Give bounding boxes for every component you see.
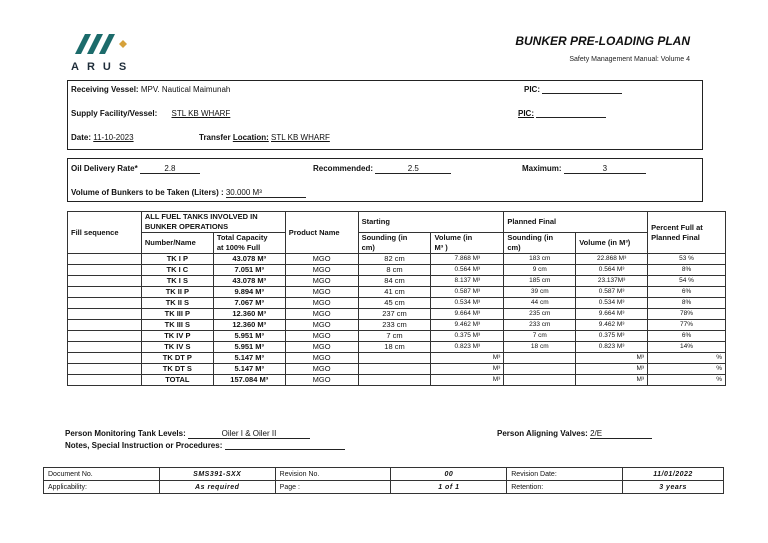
oil-rate-value: 2.8 xyxy=(140,164,200,174)
volume-start-cell: 0.534 M³ xyxy=(431,298,504,309)
maximum-row xyxy=(522,164,646,174)
tank-name-cell: TK IV P xyxy=(141,331,213,342)
product-cell: MGO xyxy=(285,309,358,320)
capacity-cell: 43.078 M³ xyxy=(213,254,285,265)
sounding-start-cell xyxy=(358,375,431,386)
person-monitoring-value: Oiler I & Oiler II xyxy=(188,429,310,439)
percent-cell: % xyxy=(648,375,726,386)
monitoring-row xyxy=(65,429,310,439)
percent-full-header-line2: Planned Final xyxy=(651,232,700,242)
capacity-cell: 5.147 M³ xyxy=(213,353,285,364)
table-row xyxy=(68,320,726,331)
percent-cell: 77% xyxy=(648,320,726,331)
document-control-table xyxy=(43,467,724,494)
table-row xyxy=(68,287,726,298)
supply-row xyxy=(71,109,230,118)
volume-start-cell: M³ xyxy=(431,375,504,386)
pic-label: PIC: xyxy=(524,85,540,94)
sounding-start-header-line2: cm) xyxy=(361,243,375,252)
volume-row xyxy=(71,188,306,198)
date-label: Date: xyxy=(71,133,92,142)
volume-start-cell: 0.823 M³ xyxy=(431,342,504,353)
fill-sequence-cell xyxy=(68,331,142,342)
sounding-final-header-line1: Sounding (in xyxy=(507,233,554,242)
tank-name-cell: TK I S xyxy=(141,276,213,287)
capacity-cell: 12.360 M³ xyxy=(213,309,285,320)
applicability-label: Applicability: xyxy=(44,481,160,494)
sounding-start-cell: 8 cm xyxy=(358,265,431,276)
tank-name-cell: TK II S xyxy=(141,298,213,309)
tank-name-cell: TK I P xyxy=(141,254,213,265)
percent-full-header xyxy=(648,212,726,254)
capacity-cell: 12.360 M³ xyxy=(213,320,285,331)
arus-logo-icon xyxy=(71,32,131,56)
percent-cell: 53 % xyxy=(648,254,726,265)
table-row xyxy=(68,254,726,265)
volume-start-cell: M³ xyxy=(431,353,504,364)
tank-name-cell: TOTAL xyxy=(141,375,213,386)
volume-start-cell: 0.375 M³ xyxy=(431,331,504,342)
table-row xyxy=(68,375,726,386)
percent-cell: % xyxy=(648,353,726,364)
location-value: STL KB WHARF xyxy=(271,133,330,142)
volume-label: Volume of Bunkers to be Taken (Liters) : xyxy=(71,188,224,197)
sounding-final-cell: 18 cm xyxy=(504,342,576,353)
capacity-cell: 157.084 M³ xyxy=(213,375,285,386)
pic-field[interactable] xyxy=(542,85,622,94)
all-tanks-header-line2: BUNKER OPERATIONS xyxy=(144,222,229,231)
sounding-start-cell: 45 cm xyxy=(358,298,431,309)
revision-no-label: Revision No. xyxy=(275,468,391,481)
revision-date-label: Revision Date: xyxy=(507,468,623,481)
sounding-final-cell: 7 cm xyxy=(504,331,576,342)
percent-cell: 8% xyxy=(648,298,726,309)
vessel-info-box xyxy=(67,80,703,150)
volume-final-cell: 0.564 M³ xyxy=(576,265,648,276)
volume-start-header-line1: Volume (in xyxy=(434,233,473,242)
aligning-row xyxy=(497,429,652,439)
sounding-final-cell xyxy=(504,364,576,375)
fill-sequence-cell xyxy=(68,254,142,265)
maximum-label: Maximum: xyxy=(522,164,562,173)
fill-sequence-cell xyxy=(68,287,142,298)
revision-no-value: 00 xyxy=(391,468,507,481)
location-label: Location: xyxy=(232,133,269,142)
fill-sequence-cell xyxy=(68,342,142,353)
product-cell: MGO xyxy=(285,265,358,276)
capacity-cell: 9.894 M³ xyxy=(213,287,285,298)
fill-sequence-cell xyxy=(68,265,142,276)
sounding-final-cell xyxy=(504,375,576,386)
volume-start-cell: 9.664 M³ xyxy=(431,309,504,320)
capacity-cell: 7.051 M³ xyxy=(213,265,285,276)
capacity-header xyxy=(213,233,285,254)
product-cell: MGO xyxy=(285,364,358,375)
fill-sequence-cell xyxy=(68,309,142,320)
product-cell: MGO xyxy=(285,375,358,386)
table-row xyxy=(68,353,726,364)
volume-final-cell: 0.375 M³ xyxy=(576,331,648,342)
sounding-final-cell: 44 cm xyxy=(504,298,576,309)
sounding-final-header-line2: cm) xyxy=(507,243,521,252)
notes-field[interactable] xyxy=(225,441,345,450)
notes-row xyxy=(65,441,345,450)
sounding-start-cell xyxy=(358,364,431,375)
volume-final-cell: 0.823 M³ xyxy=(576,342,648,353)
sounding-start-cell: 7 cm xyxy=(358,331,431,342)
product-cell: MGO xyxy=(285,320,358,331)
maximum-value: 3 xyxy=(564,164,646,174)
planned-final-header: Planned Final xyxy=(504,212,648,233)
transfer-label: Transfer xyxy=(199,133,231,142)
tank-name-cell: TK DT S xyxy=(141,364,213,375)
percent-cell: 54 % xyxy=(648,276,726,287)
percent-cell: 78% xyxy=(648,309,726,320)
product-cell: MGO xyxy=(285,342,358,353)
sounding-final-cell: 233 cm xyxy=(504,320,576,331)
all-tanks-header-line1: ALL FUEL TANKS INVOLVED IN xyxy=(144,212,258,221)
sounding-start-cell xyxy=(358,353,431,364)
product-cell: MGO xyxy=(285,287,358,298)
receiving-vessel-label: Receiving Vessel: xyxy=(71,85,139,94)
table-row xyxy=(68,331,726,342)
sounding-start-cell: 82 cm xyxy=(358,254,431,265)
percent-cell: 14% xyxy=(648,342,726,353)
sounding-start-header xyxy=(358,233,431,254)
fill-sequence-cell xyxy=(68,353,142,364)
revision-date-value: 11/01/2022 xyxy=(623,468,724,481)
volume-final-header: Volume (in M³) xyxy=(576,233,648,254)
transfer-location-row xyxy=(199,133,330,142)
product-cell: MGO xyxy=(285,331,358,342)
percent-cell: 8% xyxy=(648,265,726,276)
pic2-row xyxy=(518,109,606,118)
capacity-cell: 5.951 M³ xyxy=(213,331,285,342)
fill-sequence-cell xyxy=(68,364,142,375)
table-row xyxy=(68,298,726,309)
person-monitoring-label: Person Monitoring Tank Levels: xyxy=(65,429,186,438)
sounding-final-cell: 235 cm xyxy=(504,309,576,320)
bunker-tanks-table xyxy=(67,211,726,386)
page-label: Page : xyxy=(275,481,391,494)
sounding-start-cell: 41 cm xyxy=(358,287,431,298)
capacity-cell: 5.951 M³ xyxy=(213,342,285,353)
document-title: BUNKER PRE-LOADING PLAN xyxy=(515,34,690,48)
tank-name-cell: TK I C xyxy=(141,265,213,276)
fill-sequence-cell xyxy=(68,375,142,386)
table-row xyxy=(68,276,726,287)
volume-final-cell: 0.587 M³ xyxy=(576,287,648,298)
delivery-rate-box xyxy=(67,158,703,202)
volume-final-cell: 9.462 M³ xyxy=(576,320,648,331)
oil-rate-label: Oil Delivery Rate* xyxy=(71,164,138,173)
retention-label: Retention: xyxy=(507,481,623,494)
recommended-value: 2.5 xyxy=(375,164,451,174)
supply-label: Supply Facility/Vessel: xyxy=(71,109,158,118)
table-row xyxy=(68,265,726,276)
sounding-start-cell: 84 cm xyxy=(358,276,431,287)
capacity-header-line2: at 100% Full xyxy=(216,243,261,252)
tank-name-cell: TK III P xyxy=(141,309,213,320)
logo-text: ARUS xyxy=(71,61,135,73)
capacity-cell: 43.078 M³ xyxy=(213,276,285,287)
table-row xyxy=(68,364,726,375)
applicability-value: As required xyxy=(159,481,275,494)
volume-final-cell: M³ xyxy=(576,375,648,386)
volume-final-cell: M³ xyxy=(576,353,648,364)
fill-sequence-header: Fill sequence xyxy=(68,212,142,254)
volume-final-cell: 22.868 M³ xyxy=(576,254,648,265)
volume-start-header-line2: M³ ) xyxy=(434,243,448,252)
product-cell: MGO xyxy=(285,353,358,364)
pic2-field[interactable] xyxy=(536,109,606,118)
volume-start-cell: 8.137 M³ xyxy=(431,276,504,287)
product-cell: MGO xyxy=(285,276,358,287)
capacity-header-line1: Total Capacity xyxy=(216,233,268,242)
doc-no-label: Document No. xyxy=(44,468,160,481)
volume-start-cell: M³ xyxy=(431,364,504,375)
product-cell: MGO xyxy=(285,298,358,309)
fill-sequence-cell xyxy=(68,276,142,287)
sounding-final-cell: 185 cm xyxy=(504,276,576,287)
doc-no-value: SMS391-SXX xyxy=(159,468,275,481)
volume-start-cell: 0.564 M³ xyxy=(431,265,504,276)
recommended-row xyxy=(313,164,451,174)
volume-start-header xyxy=(431,233,504,254)
table-row xyxy=(68,309,726,320)
percent-cell: % xyxy=(648,364,726,375)
sounding-start-cell: 233 cm xyxy=(358,320,431,331)
recommended-label: Recommended: xyxy=(313,164,374,173)
sounding-final-cell: 183 cm xyxy=(504,254,576,265)
volume-start-cell: 9.462 M³ xyxy=(431,320,504,331)
volume-final-cell: 0.534 M³ xyxy=(576,298,648,309)
supply-value: STL KB WHARF xyxy=(171,109,231,118)
sounding-start-header-line1: Sounding (in xyxy=(361,233,408,242)
person-aligning-label: Person Aligning Valves: xyxy=(497,429,588,438)
tank-name-cell: TK IV S xyxy=(141,342,213,353)
tank-name-cell: TK III S xyxy=(141,320,213,331)
oil-rate-row xyxy=(71,164,200,174)
sounding-final-cell xyxy=(504,353,576,364)
fill-sequence-cell xyxy=(68,320,142,331)
volume-final-cell: 9.664 M³ xyxy=(576,309,648,320)
retention-value: 3 years xyxy=(623,481,724,494)
tank-name-cell: TK DT P xyxy=(141,353,213,364)
number-name-header: Number/Name xyxy=(141,233,213,254)
date-row xyxy=(71,133,134,142)
volume-start-cell: 0.587 M³ xyxy=(431,287,504,298)
product-name-header: Product Name xyxy=(285,212,358,254)
tank-name-cell: TK II P xyxy=(141,287,213,298)
percent-full-header-line1: Percent Full at xyxy=(651,222,703,232)
page-value: 1 of 1 xyxy=(391,481,507,494)
volume-value: 30.000 M³ xyxy=(226,188,306,198)
date-value: 11-10-2023 xyxy=(93,133,134,142)
sounding-final-cell: 9 cm xyxy=(504,265,576,276)
fill-sequence-cell xyxy=(68,298,142,309)
percent-cell: 6% xyxy=(648,331,726,342)
percent-cell: 6% xyxy=(648,287,726,298)
all-tanks-header xyxy=(141,212,285,233)
person-aligning-value: 2/E xyxy=(590,429,652,439)
sounding-final-cell: 39 cm xyxy=(504,287,576,298)
volume-final-cell: M³ xyxy=(576,364,648,375)
capacity-cell: 5.147 M³ xyxy=(213,364,285,375)
pic-row xyxy=(524,85,622,94)
notes-label: Notes, Special Instruction or Procedures: xyxy=(65,441,223,450)
volume-start-cell: 7.868 M³ xyxy=(431,254,504,265)
sounding-start-cell: 237 cm xyxy=(358,309,431,320)
pic2-label: PIC: xyxy=(518,109,534,118)
product-cell: MGO xyxy=(285,254,358,265)
receiving-vessel-value: MPV. Nautical Maimunah xyxy=(140,85,231,94)
volume-final-cell: 23.137M³ xyxy=(576,276,648,287)
sounding-start-cell: 18 cm xyxy=(358,342,431,353)
table-row xyxy=(68,342,726,353)
sounding-final-header xyxy=(504,233,576,254)
starting-header: Starting xyxy=(358,212,504,233)
capacity-cell: 7.067 M³ xyxy=(213,298,285,309)
document-subtitle: Safety Management Manual: Volume 4 xyxy=(569,56,690,63)
receiving-vessel-row xyxy=(71,85,230,94)
